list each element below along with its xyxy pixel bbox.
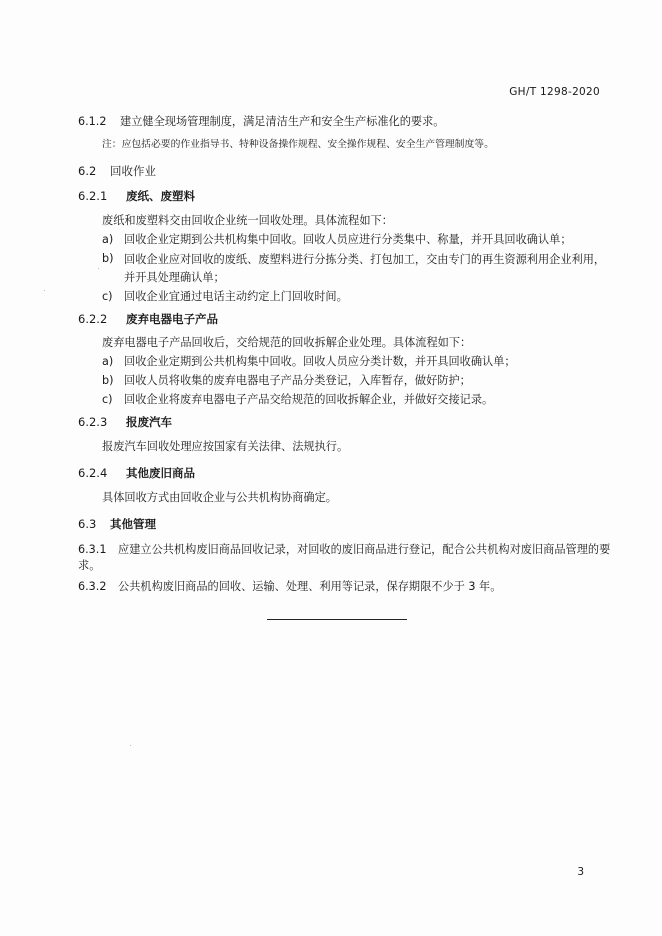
section-body: 报废汽车回收处理应按国家有关法律、法规执行。 [102, 440, 349, 453]
section-title: 回收作业 [110, 164, 156, 178]
list-item-text: 回收企业宜通过电话主动约定上门回收时间。 [124, 290, 348, 303]
section-number: 6.2.3 [78, 415, 108, 429]
clause-6-3-2 [78, 579, 501, 595]
list-item-text: 回收企业定期到公共机构集中回收。回收人员应进行分类集中、称量，并开具回收确认单； [124, 233, 572, 246]
end-divider [267, 619, 407, 620]
list-item [102, 289, 348, 305]
section-title: 废纸、废塑料 [126, 189, 195, 203]
section-number: 6.2.4 [78, 466, 108, 480]
section-body: 具体回收方式由回收企业与公共机构协商确定。 [102, 491, 337, 504]
list-item-tag: b) [102, 252, 114, 265]
section-title: 废弃电器电子产品 [126, 312, 218, 326]
scan-speck [44, 290, 45, 291]
page-number: 3 [577, 866, 584, 878]
note-6-1-2: 注：应包括必要的作业指导书、特种设备操作规程、安全操作规程、安全生产管理制度等。 [102, 139, 494, 150]
scan-speck [130, 745, 131, 746]
section-intro: 废纸和废塑料交由回收企业统一回收处理。具体流程如下： [102, 214, 393, 227]
section-heading-6-2-1 [78, 188, 195, 204]
standard-code: GH/T 1298-2020 [509, 86, 600, 98]
section-number: 6.2 [78, 164, 97, 178]
clause-6-1-2 [78, 114, 444, 130]
list-item [102, 354, 516, 370]
list-item-tag: a) [102, 233, 114, 246]
section-title: 其他管理 [110, 517, 156, 531]
section-intro: 废弃电器电子产品回收后，交给规范的回收拆解企业处理。具体流程如下： [102, 336, 472, 349]
clause-number: 6.3.1 [78, 543, 107, 556]
section-heading-6-3 [78, 516, 156, 532]
list-item [102, 373, 471, 389]
section-heading-6-2-2 [78, 311, 218, 327]
section-title: 报废汽车 [126, 415, 172, 429]
scan-speck [98, 268, 99, 269]
section-number: 6.3 [78, 517, 97, 531]
section-number: 6.2.2 [78, 312, 108, 326]
clause-6-3-1-text: 应建立公共机构废旧商品回收记录，对回收的废旧商品进行登记，配合公共机构对废旧商品管理的要求。 [78, 543, 611, 572]
list-item-text: 回收企业定期到公共机构集中回收。回收人员应分类计数，并开具回收确认单； [124, 355, 516, 368]
clause-number: 6.1.2 [78, 115, 107, 128]
section-heading-6-2 [78, 163, 156, 179]
list-item-tag: a) [102, 355, 114, 368]
list-item-text: 回收企业应对回收的废纸、废塑料进行分拣分类、打包加工，交由专门的再生资源利用企业利用，并开具处理确认单； [124, 253, 606, 284]
clause-text: 公共机构废旧商品的回收、运输、处理、利用等记录，保存期限不少于 3 年。 [118, 580, 502, 593]
list-item-tag: c) [102, 393, 113, 406]
list-item [102, 392, 493, 408]
list-item-tag: c) [102, 290, 113, 303]
section-heading-6-2-3 [78, 414, 172, 430]
list-item-text: 回收人员将收集的废弃电器电子产品分类登记，入库暂存，做好防护； [124, 374, 471, 387]
clause-number: 6.3.2 [78, 580, 107, 593]
section-title: 其他废旧商品 [126, 466, 195, 480]
list-item [102, 232, 572, 248]
list-item-tag: b) [102, 374, 114, 387]
section-heading-6-2-4 [78, 465, 195, 481]
section-number: 6.2.1 [78, 189, 108, 203]
list-item-text: 回收企业将废弃电器电子产品交给规范的回收拆解企业，并做好交接记录。 [124, 393, 494, 406]
clause-text: 建立健全现场管理制度，满足清洁生产和安全生产标准化的要求。 [120, 115, 445, 128]
